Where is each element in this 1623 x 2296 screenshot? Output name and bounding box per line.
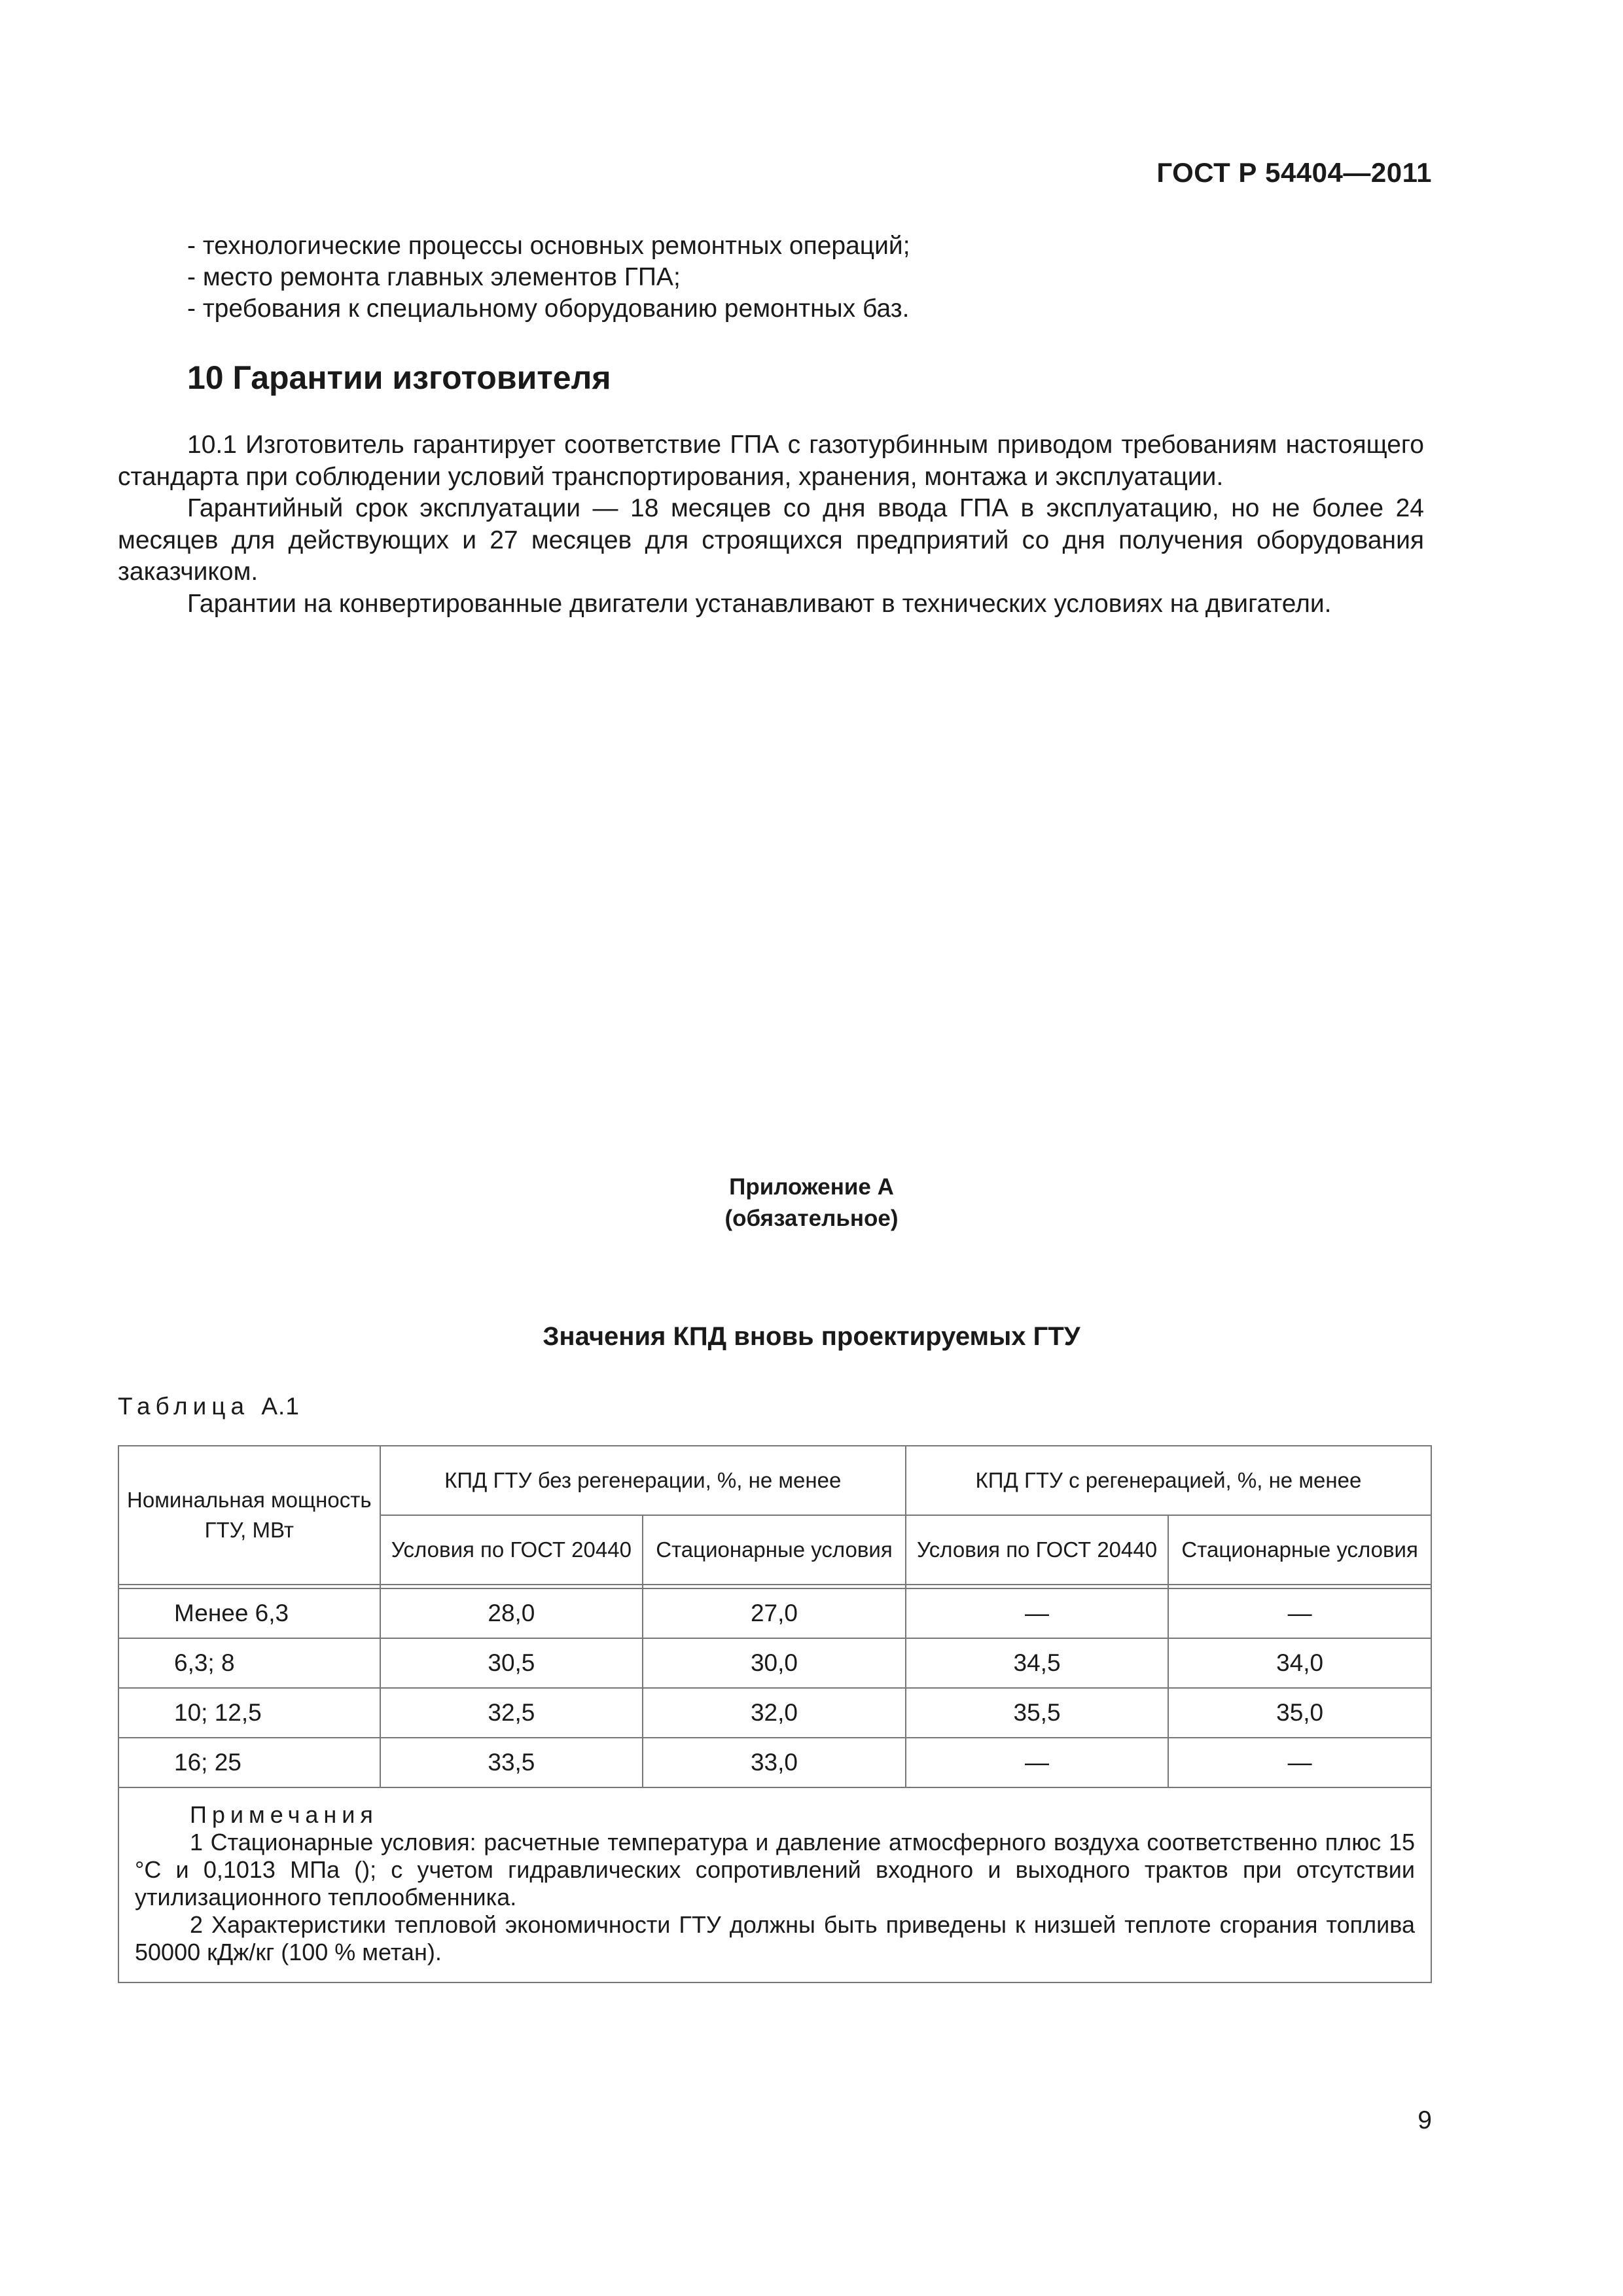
list-item: - место ремонта главных элементов ГПА; bbox=[187, 263, 681, 291]
value-cell: — bbox=[906, 1738, 1168, 1787]
table-label bbox=[118, 1393, 300, 1420]
table-label-prefix: Таблица bbox=[118, 1393, 250, 1420]
value-cell: 34,0 bbox=[1168, 1638, 1431, 1688]
efficiency-table bbox=[118, 1445, 1432, 1983]
list-item: - технологические процессы основных ремонтных операций; bbox=[187, 232, 910, 260]
page-number: 9 bbox=[1418, 2106, 1432, 2134]
value-cell: 27,0 bbox=[643, 1588, 906, 1638]
paragraph: 10.1 Изготовитель гарантирует соответствие ГПА с газотурбинным приводом требованиям настоящего стандарта при соблюдении условий транспортирования, хранения, монтажа и эксплуатации. bbox=[118, 431, 1424, 491]
note-item: 2 Характеристики тепловой экономичности ГТУ должны быть приведены к низшей теплоте сгорания топлива 50000 кДж/кг (100 % метан). bbox=[135, 1911, 1415, 1965]
header-group-no-regeneration: КПД ГТУ без регенерации, %, не менее bbox=[380, 1446, 906, 1515]
table-notes bbox=[118, 1787, 1431, 1982]
value-cell: — bbox=[1168, 1738, 1431, 1787]
requirements-list bbox=[187, 230, 1431, 325]
sub-header: Условия по ГОСТ 20440 bbox=[380, 1515, 643, 1585]
table-row bbox=[118, 1688, 1431, 1738]
paragraph: Гарантийный срок эксплуатации — 18 месяцев со дня ввода ГПА в эксплуатацию, но не более 24 месяцев для действующих и 27 месяцев для строящихся предприятий со дня получения оборудования заказчиком. bbox=[118, 494, 1424, 586]
paragraph: Гарантии на конвертированные двигатели устанавливают в технических условиях на двигатели. bbox=[187, 589, 1332, 618]
notes-title: Примечания bbox=[190, 1801, 378, 1828]
value-cell: — bbox=[906, 1588, 1168, 1638]
power-cell: 16; 25 bbox=[118, 1738, 380, 1787]
appendix-heading bbox=[0, 1172, 1623, 1234]
value-cell: — bbox=[1168, 1588, 1431, 1638]
table-row bbox=[118, 1588, 1431, 1638]
section-heading: 10 Гарантии изготовителя bbox=[187, 359, 611, 396]
value-cell: 33,0 bbox=[643, 1738, 906, 1787]
document-code: ГОСТ Р 54404—2011 bbox=[1156, 157, 1432, 188]
value-cell: 32,0 bbox=[643, 1688, 906, 1738]
value-cell: 34,5 bbox=[906, 1638, 1168, 1688]
header-power: Номинальная мощность ГТУ, МВт bbox=[118, 1446, 380, 1585]
value-cell: 35,0 bbox=[1168, 1688, 1431, 1738]
section-body bbox=[118, 429, 1424, 620]
power-cell: Менее 6,3 bbox=[118, 1588, 380, 1638]
value-cell: 33,5 bbox=[380, 1738, 643, 1787]
sub-header: Условия по ГОСТ 20440 bbox=[906, 1515, 1168, 1585]
value-cell: 32,5 bbox=[380, 1688, 643, 1738]
value-cell: 30,0 bbox=[643, 1638, 906, 1688]
table-title: Значения КПД вновь проектируемых ГТУ bbox=[543, 1322, 1080, 1351]
sub-header: Стационарные условия bbox=[1168, 1515, 1431, 1585]
table-label-number: А.1 bbox=[261, 1393, 300, 1420]
value-cell: 35,5 bbox=[906, 1688, 1168, 1738]
note-item: 1 Стационарные условия: расчетные температура и давление атмосферного воздуха соответственно плюс 15 °С и 0,1013 МПа (); с учетом гидравлических сопротивлений входного и выходного трактов при отсутствии утилизационного теплообменника. bbox=[135, 1829, 1415, 1910]
value-cell: 30,5 bbox=[380, 1638, 643, 1688]
notes-row bbox=[118, 1787, 1431, 1982]
table-row bbox=[118, 1638, 1431, 1688]
sub-header: Стационарные условия bbox=[643, 1515, 906, 1585]
power-cell: 10; 12,5 bbox=[118, 1688, 380, 1738]
appendix-status: (обязательное) bbox=[724, 1206, 899, 1231]
header-group-regeneration: КПД ГТУ с регенерацией, %, не менее bbox=[906, 1446, 1431, 1515]
appendix-title: Приложение А bbox=[729, 1174, 894, 1200]
list-item: - требования к специальному оборудованию ремонтных баз. bbox=[187, 295, 910, 323]
value-cell: 28,0 bbox=[380, 1588, 643, 1638]
table-row bbox=[118, 1738, 1431, 1787]
power-cell: 6,3; 8 bbox=[118, 1638, 380, 1688]
